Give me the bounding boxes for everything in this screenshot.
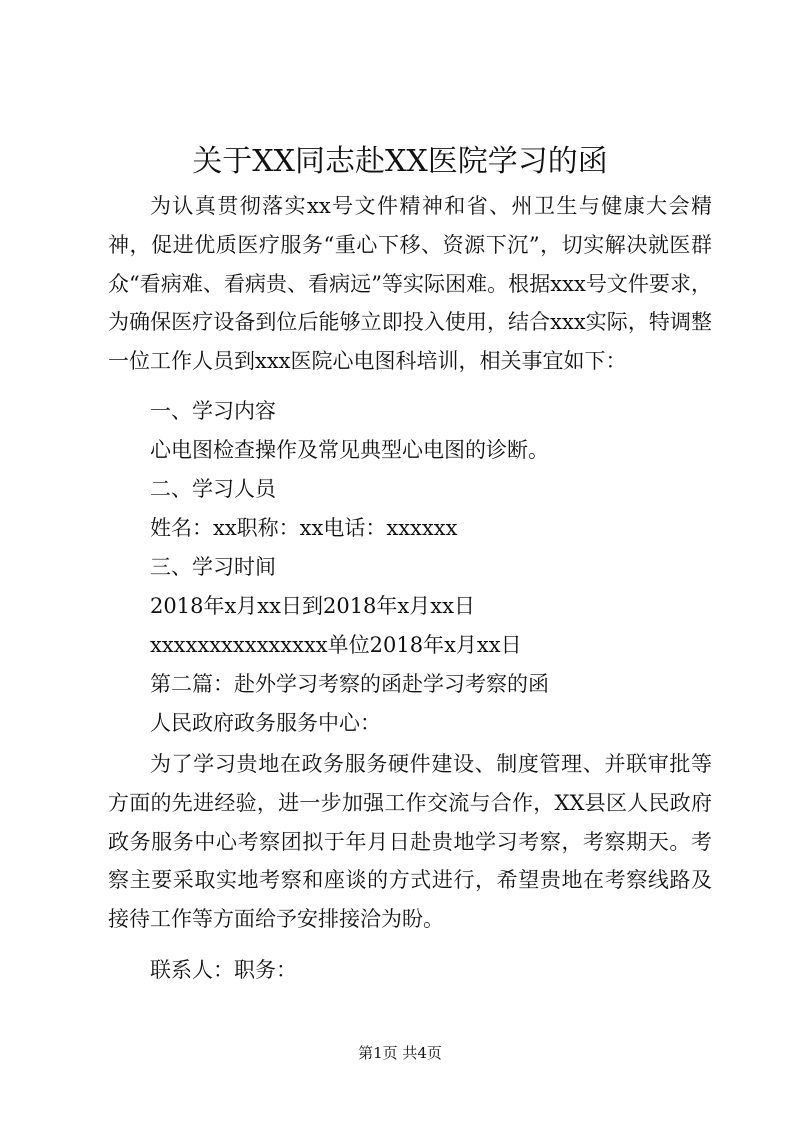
- body-paragraph-2: 为了学习贵地在政务服务硬件建设、制度管理、并联审批等方面的先进经验，进一步加强工作交流与合作，XX县区人民政府政务服务中心考察团拟于年月日赴贵地学习考察，考察期天。考察主要采取实地考察和座谈的方式进行，希望贵地在考察线路及接待工作等方面给予安排接洽为盼。: [108, 752, 712, 932]
- section-2-body: 姓名：xx职称：xx电话：xxxxxx: [150, 516, 458, 540]
- section-1-body: 心电图检查操作及常见典型心电图的诊断。: [150, 438, 549, 462]
- signature-line: xxxxxxxxxxxxxxx单位2018年x月xx日: [150, 633, 522, 657]
- intro-paragraph: 为认真贯彻落实xx号文件精神和省、州卫生与健康大会精神，促进优质医疗服务“重心下移、资源下沉”，切实解决就医群众“看病难、看病贵、看病远”等实际困难。根据xxx号文件要求，为确保医疗设备到位后能够立即投入使用，结合xxx实际，特调整一位工作人员到xxx医院心电图科培训，相关事宜如下：: [108, 194, 712, 374]
- recipient-line: 人民政府政务服务中心：: [150, 711, 381, 735]
- section-3-body: 2018年x月xx日到2018年x月xx日: [150, 594, 475, 618]
- document-title: 关于XX同志赴XX医院学习的函: [192, 144, 608, 179]
- section-3-heading: 三、学习时间: [150, 555, 276, 579]
- page-indicator: 第1页 共4页: [358, 1044, 442, 1062]
- section-2-heading: 二、学习人员: [150, 477, 276, 501]
- part-2-heading: 第二篇：赴外学习考察的函赴学习考察的函: [150, 672, 549, 696]
- contact-line: 联系人：职务：: [150, 958, 297, 982]
- section-1-heading: 一、学习内容: [150, 399, 276, 423]
